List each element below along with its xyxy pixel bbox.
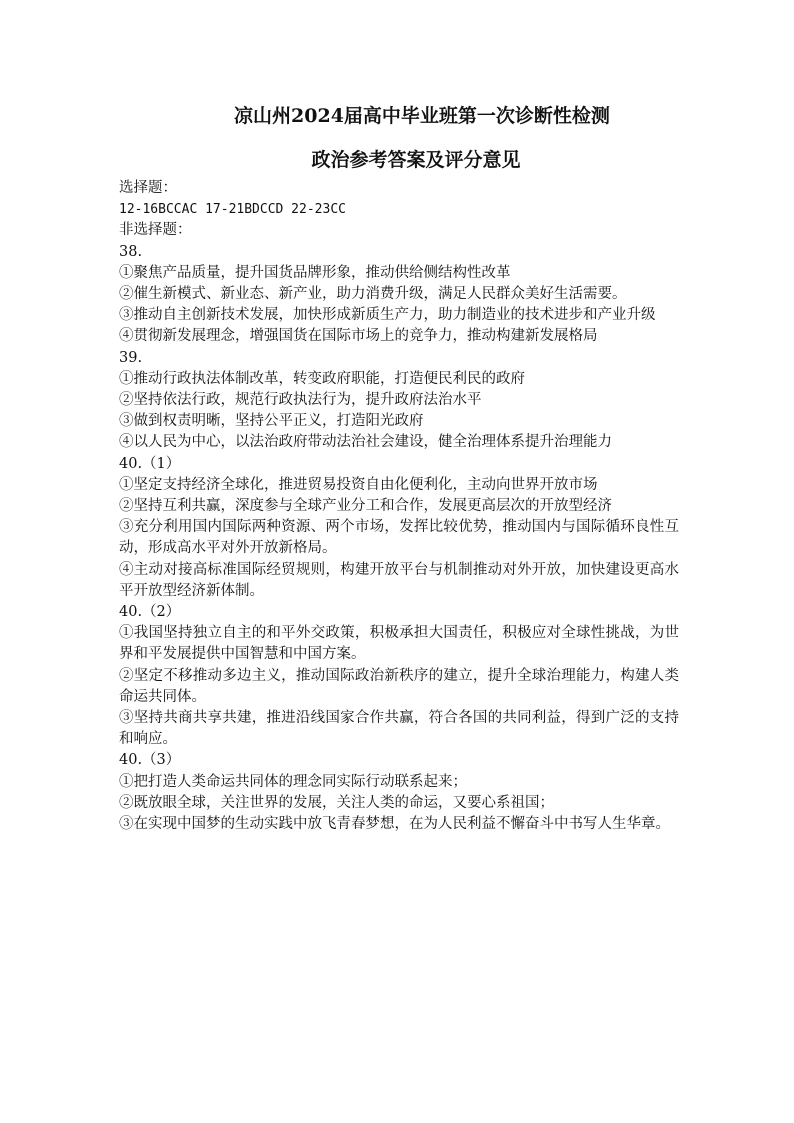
document-subtitle: 政治参考答案及评分意见 xyxy=(311,149,521,171)
question-38 xyxy=(119,242,679,348)
answer-item: ③坚持共商共享共建，推进沿线国家合作共赢，符合各国的共同利益，得到广泛的支持和响应。 xyxy=(119,710,679,748)
nonchoice-heading: 非选择题： xyxy=(119,222,192,239)
question-label: 40.（1） xyxy=(119,455,181,472)
answer-item: ②坚持依法行政，规范行政执法行为，提升政府法治水平 xyxy=(119,392,482,409)
answer-body xyxy=(119,178,679,835)
answer-item: ③充分利用国内国际两种资源、两个市场，发挥比较优势，推动国内与国际循环良性互动，形成高水平对外开放新格局。 xyxy=(119,519,679,557)
question-40-1 xyxy=(119,454,679,602)
answer-item: ①推动行政执法体制改革，转变政府职能，打造便民利民的政府 xyxy=(119,370,525,387)
answer-item: ①我国坚持独立自主的和平外交政策，积极承担大国责任，积极应对全球性挑战，为世界和平发展提供中国智慧和中国方案。 xyxy=(119,625,679,663)
answer-item: ①聚焦产品质量，提升国货品牌形象，推动供给侧结构性改革 xyxy=(119,264,511,281)
question-label: 40.（3） xyxy=(119,752,181,769)
question-39 xyxy=(119,348,679,454)
answer-item: ③做到权责明晰，坚持公平正义，打造阳光政府 xyxy=(119,413,424,430)
answer-item: ④贯彻新发展理念，增强国货在国际市场上的竞争力，推动构建新发展格局 xyxy=(119,328,598,345)
answer-item: ③推动自主创新技术发展，加快形成新质生产力，助力制造业的技术进步和产业升级 xyxy=(119,307,656,324)
answer-item: ②催生新模式、新业态、新产业，助力消费升级，满足人民群众美好生活需要。 xyxy=(119,286,627,303)
choice-answers: 12-16BCCAC 17-21BDCCD 22-23CC xyxy=(119,202,346,218)
answer-item: ②坚定不移推动多边主义，推动国际政治新秩序的建立，提升全球治理能力，构建人类命运共同体。 xyxy=(119,667,679,705)
answer-item: ③在实现中国梦的生动实践中放飞青春梦想，在为人民利益不懈奋斗中书写人生华章。 xyxy=(119,816,670,833)
answer-item: ④主动对接高标准国际经贸规则，构建开放平台与机制推动对外开放，加快建设更高水平开放型经济新体制。 xyxy=(119,561,679,599)
answer-item: ②既放眼全球，关注世界的发展，关注人类的命运，又要心系祖国； xyxy=(119,794,554,811)
answer-item: ④以人民为中心，以法治政府带动法治社会建设，健全治理体系提升治理能力 xyxy=(119,434,612,451)
choice-heading: 选择题： xyxy=(119,180,177,196)
question-40-3 xyxy=(119,750,679,835)
question-label: 40.（2） xyxy=(119,604,181,621)
answer-item: ①坚定支持经济全球化，推进贸易投资自由化便利化，主动向世界开放市场 xyxy=(119,476,598,493)
document-title: 凉山州2024届高中毕业班第一次诊断性检测 xyxy=(234,105,610,127)
question-label: 38. xyxy=(119,243,143,260)
question-label: 39. xyxy=(119,349,143,366)
answer-item: ②坚持互利共赢，深度参与全球产业分工和合作，发展更高层次的开放型经济 xyxy=(119,498,612,515)
answer-item: ①把打造人类命运共同体的理念同实际行动联系起来； xyxy=(119,773,467,790)
question-40-2 xyxy=(119,602,679,750)
